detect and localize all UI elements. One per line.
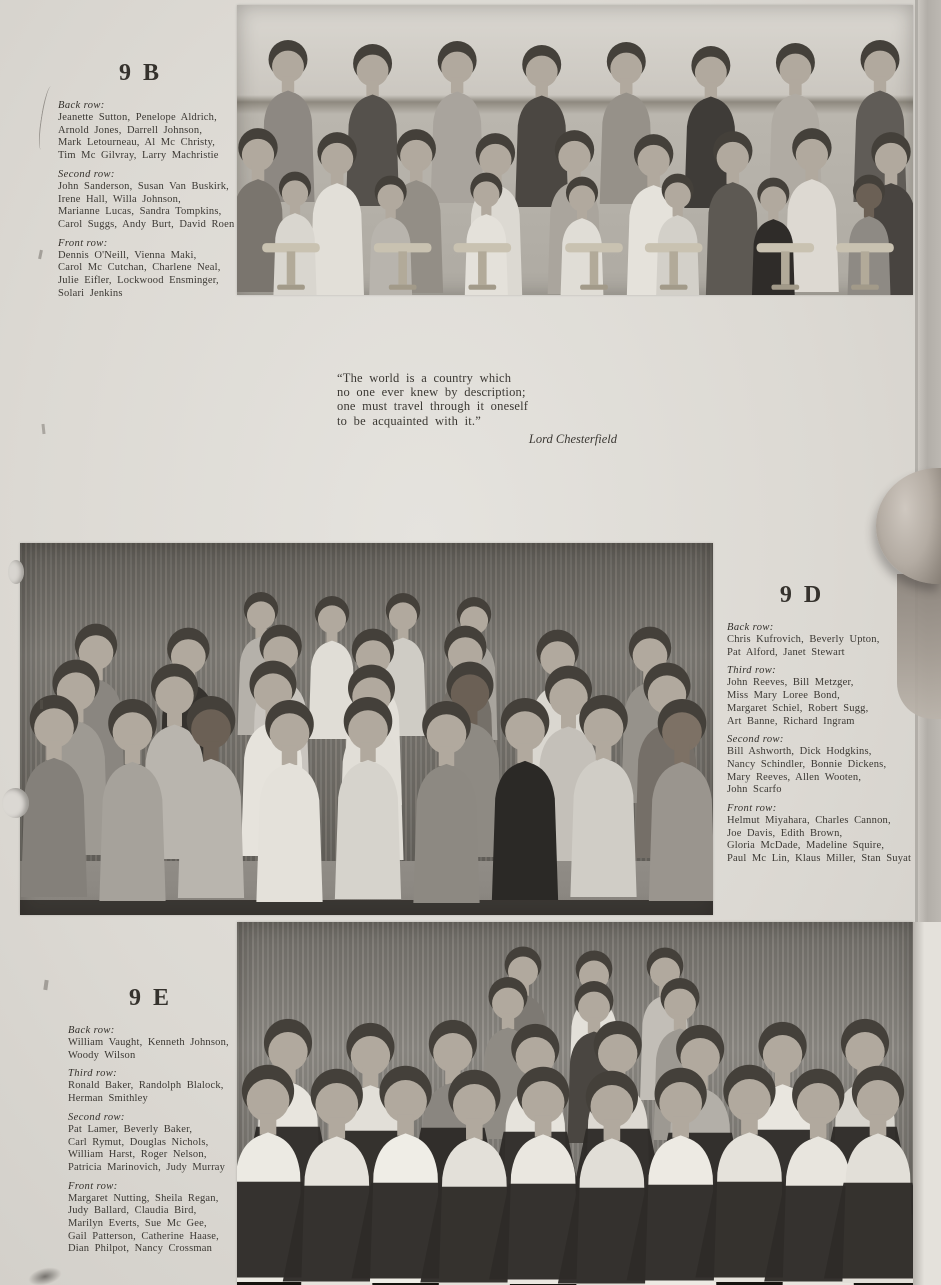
row-names — [58, 181, 258, 232]
row-label: Front row: — [727, 803, 777, 815]
name-line: Arnold Jones, Darrell Johnson, — [58, 124, 203, 136]
name-line: John Sanderson, Susan Van Buskirk, — [58, 180, 230, 192]
row-group-second — [58, 168, 258, 232]
quote-block — [337, 371, 637, 447]
row-label: Back row: — [58, 100, 105, 111]
class-9b-figures — [237, 5, 913, 295]
row-group-front — [58, 237, 258, 301]
class-9e-section — [68, 985, 268, 1256]
quote-line: “The world is a country which — [337, 371, 512, 385]
row-names — [68, 1080, 268, 1105]
name-line: Mary Reeves, Allen Wooten, — [727, 771, 862, 783]
name-line: Pat Lamer, Beverly Baker, — [68, 1123, 193, 1135]
name-line: Herman Smithley — [68, 1093, 148, 1105]
row-label: Front row: — [68, 1180, 118, 1192]
class-9d-title: 9 D — [779, 582, 825, 608]
name-line: John Reeves, Bill Metzger, — [727, 677, 854, 689]
row-names — [58, 112, 258, 163]
class-9d-section — [727, 582, 922, 866]
name-line: William Vaught, Kenneth Johnson, — [68, 1037, 229, 1048]
quote-line: to be acquainted with it.” — [337, 413, 482, 428]
class-9b-group-photo — [237, 5, 913, 295]
class-9d-group-photo — [20, 543, 713, 915]
name-line: Art Banne, Richard Ingram — [727, 715, 855, 727]
name-line: John Scarfo — [727, 784, 782, 796]
name-line: Ronald Baker, Randolph Blalock, — [68, 1080, 224, 1092]
row-group-back — [727, 621, 922, 659]
quote-line: no one ever knew by description; — [337, 385, 526, 400]
binding-mark — [38, 250, 43, 259]
quote-line: one must travel through it oneself — [337, 399, 529, 414]
row-group-front — [68, 1180, 268, 1257]
row-group-back — [68, 1024, 268, 1062]
name-line: Nancy Schindler, Bonnie Dickens, — [727, 758, 887, 770]
corner-smudge — [26, 1264, 63, 1285]
punch-hole — [2, 788, 29, 818]
row-names — [727, 815, 922, 866]
class-9d-figures — [20, 543, 713, 915]
binding-mark — [43, 980, 48, 990]
name-line: Pat Alford, Janet Stewart — [727, 646, 845, 658]
name-line: Dian Philpot, Nancy Crossman — [68, 1243, 213, 1255]
name-line: Carol Mc Cutchan, Charlene Neal, — [58, 262, 221, 274]
binding-mark — [40, 700, 43, 709]
name-line: Irene Hall, Willa Johnson, — [58, 193, 181, 205]
quote-lines — [337, 371, 637, 428]
row-names — [68, 1124, 268, 1175]
row-label: Back row: — [727, 622, 774, 633]
row-group-second — [68, 1111, 268, 1175]
class-9e-group-photo — [237, 922, 913, 1285]
class-9b-section — [58, 60, 258, 300]
name-line: Margaret Schiel, Robert Sugg, — [727, 702, 869, 714]
page-edge-band — [918, 0, 941, 922]
row-label: Second row: — [727, 734, 784, 746]
row-label: Front row: — [58, 237, 108, 249]
row-group-third — [727, 664, 922, 728]
row-label: Third row: — [727, 665, 777, 677]
row-group-back — [58, 99, 258, 163]
name-line: Jeanette Sutton, Penelope Aldrich, — [58, 112, 217, 123]
row-group-second — [727, 733, 922, 797]
row-names — [727, 677, 922, 728]
name-line: Carol Suggs, Andy Burt, David Roen — [58, 218, 235, 230]
name-line: Bill Ashworth, Dick Hodgkins, — [727, 746, 872, 758]
row-label: Back row: — [68, 1025, 115, 1036]
class-9e-title: 9 E — [128, 985, 172, 1011]
name-line: Mark Letourneau, Al Mc Christy, — [58, 137, 216, 149]
row-names — [727, 634, 922, 659]
name-line: Tim Mc Gilvray, Larry Machristie — [58, 150, 219, 162]
thumb-shadow — [897, 574, 941, 719]
name-line: Carl Rymut, Douglas Nichols, — [68, 1136, 209, 1148]
row-label: Third row: — [68, 1068, 118, 1080]
name-line: Miss Mary Loree Bond, — [727, 690, 840, 702]
thumb-holding-page — [876, 468, 941, 584]
name-line: Dennis O'Neill, Vienna Maki, — [58, 249, 197, 261]
name-line: Helmut Miyahara, Charles Cannon, — [727, 815, 891, 827]
name-line: Paul Mc Lin, Klaus Miller, Stan Suyat — [727, 853, 912, 865]
name-line: Gloria McDade, Madeline Squire, — [727, 840, 885, 852]
name-line: Marilyn Everts, Sue Mc Gee, — [68, 1218, 207, 1230]
row-names — [68, 1193, 268, 1257]
name-line: Julie Eifler, Lockwood Ensminger, — [58, 275, 219, 287]
name-line: Joe Davis, Edith Brown, — [727, 827, 843, 839]
row-group-third — [68, 1067, 268, 1105]
name-line: Gail Patterson, Catherine Haase, — [68, 1230, 219, 1242]
name-line: Woody Wilson — [68, 1049, 136, 1061]
page-edge-bottom — [913, 922, 941, 1285]
name-line: Patricia Marinovich, Judy Murray — [68, 1161, 226, 1173]
class-9e-figures — [237, 922, 913, 1285]
class-9b-title: 9 B — [118, 60, 162, 86]
quote-attribution: Lord Chesterfield — [528, 431, 617, 446]
binding-scratch — [36, 86, 56, 151]
punch-hole — [8, 560, 24, 584]
name-line: Margaret Nutting, Sheila Regan, — [68, 1192, 219, 1204]
row-label: Second row: — [58, 168, 115, 180]
name-line: Chris Kufrovich, Beverly Upton, — [727, 634, 880, 645]
name-line: William Harst, Roger Nelson, — [68, 1149, 207, 1161]
row-names — [727, 746, 922, 797]
name-line: Solari Jenkins — [58, 287, 123, 299]
row-names — [58, 250, 258, 301]
name-line: Judy Ballard, Claudia Bird, — [68, 1205, 197, 1217]
row-group-front — [727, 802, 922, 866]
row-label: Second row: — [68, 1111, 125, 1123]
binding-mark — [41, 424, 45, 434]
row-names — [68, 1037, 268, 1062]
name-line: Marianne Lucas, Sandra Tompkins, — [58, 206, 222, 218]
